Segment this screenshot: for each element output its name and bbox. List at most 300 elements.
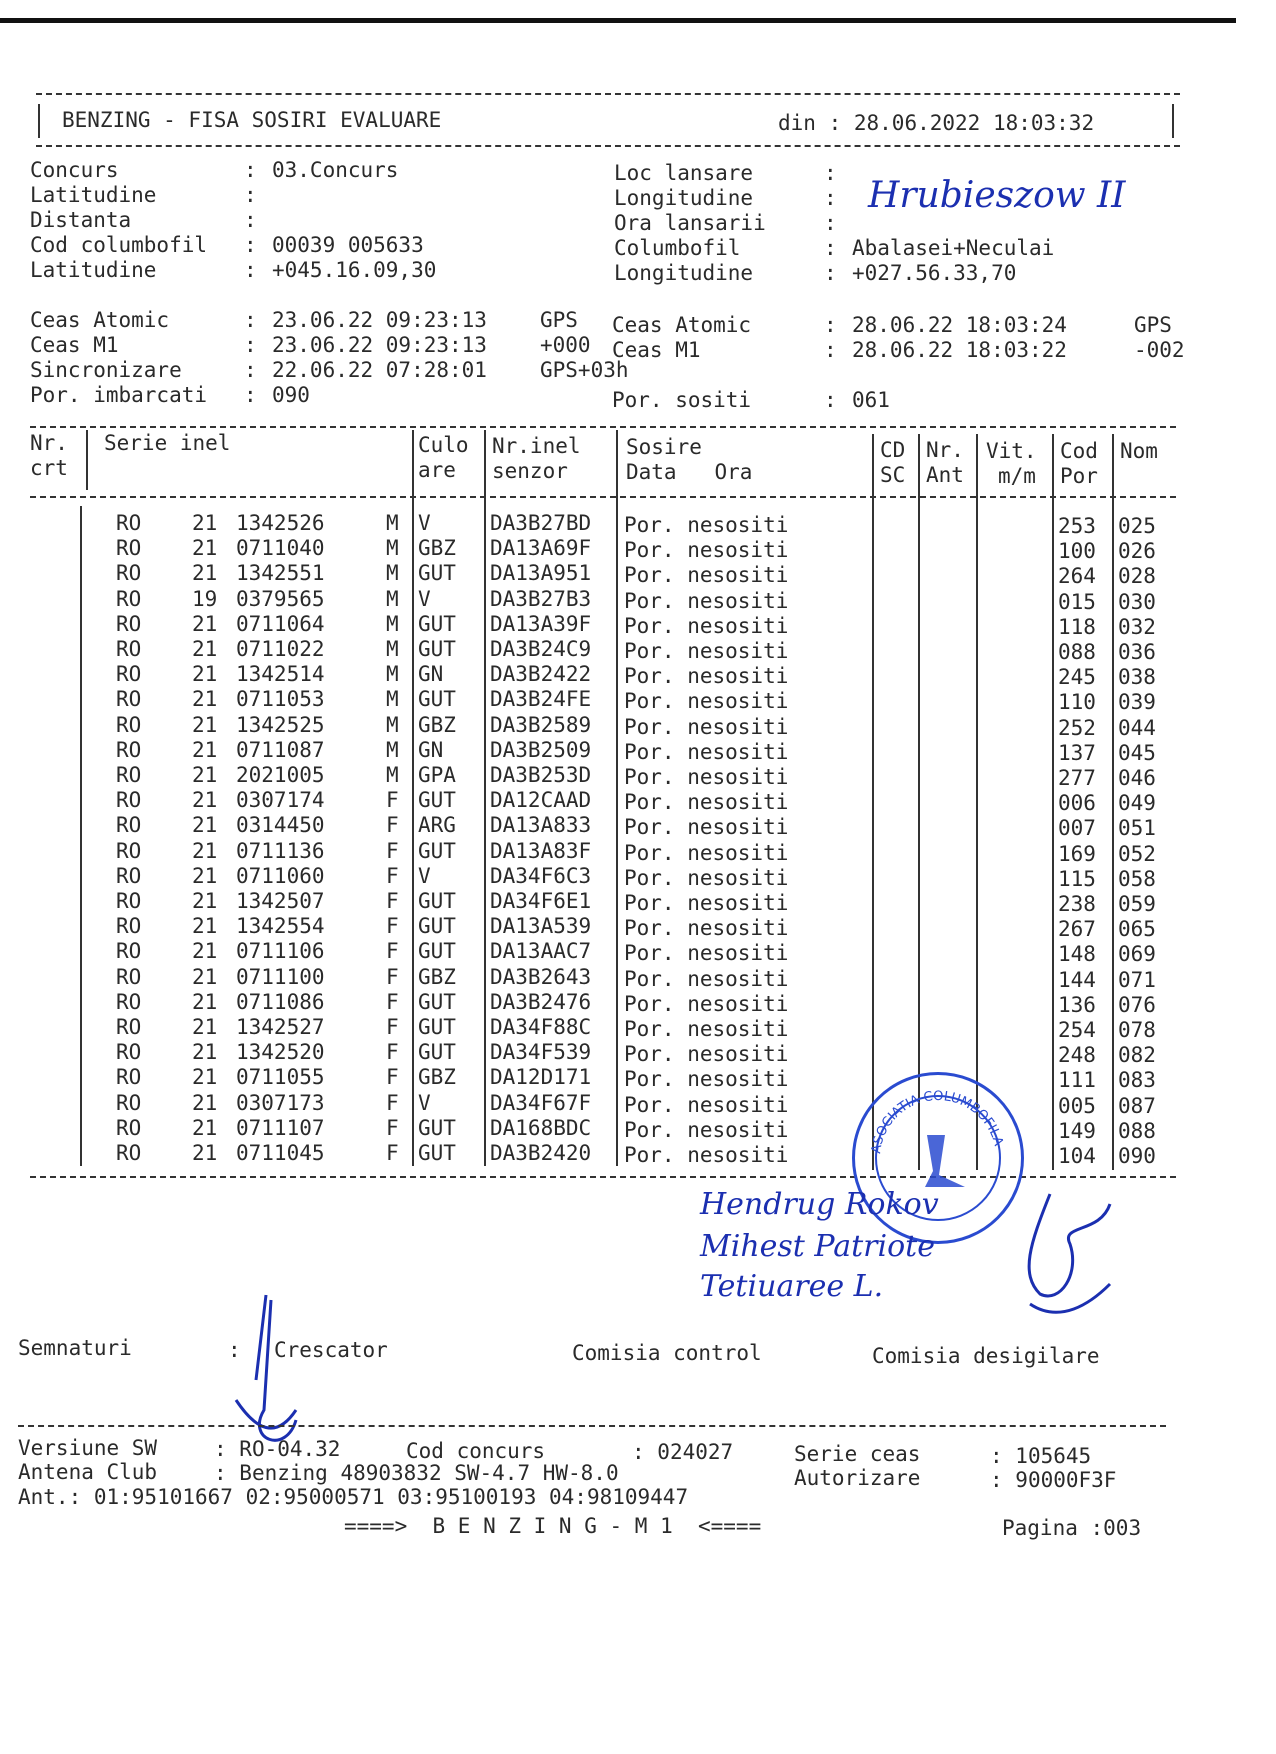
pigeon-code: 015 (1058, 590, 1096, 614)
header-top-border (36, 93, 1180, 95)
ring-sex: M (386, 763, 399, 787)
pigeon-code: 238 (1058, 892, 1096, 916)
arrival-status: Por. nesositi (624, 967, 789, 991)
ring-country: RO (116, 511, 142, 535)
pigeon-nom: 036 (1118, 640, 1156, 664)
stamp-text: ASOCIATIA COLUMBOFILA (869, 1088, 1006, 1155)
ring-number: 1342554 (236, 914, 325, 938)
sensor-ring: DA13A539 (490, 914, 592, 938)
arrival-status: Por. nesositi (624, 563, 789, 587)
ring-country: RO (116, 1015, 142, 1039)
header-left-border (38, 104, 40, 138)
arrival-status: Por. nesositi (624, 639, 789, 663)
print-date-label: din (778, 111, 816, 135)
footer-versiune: : RO-04.32 (214, 1437, 341, 1461)
ring-number: 0711045 (236, 1141, 325, 1165)
ring-number: 0711064 (236, 612, 325, 636)
sensor-ring: DA13A83F (490, 839, 592, 863)
info-value: +027.56.33,70 (852, 261, 1017, 285)
arrival-status: Por. nesositi (624, 1042, 789, 1066)
sensor-ring: DA34F6E1 (490, 889, 592, 913)
clock-extra: -002 (1134, 338, 1185, 362)
sensor-ring: DA12D171 (490, 1065, 592, 1089)
pigeon-color: ARG (418, 813, 456, 837)
clock-extra: GPS+03h (540, 358, 629, 382)
pigeon-code: 104 (1058, 1144, 1096, 1168)
pigeon-color: GUT (418, 612, 456, 636)
pigeon-color: GUT (418, 788, 456, 812)
ring-number: 1342507 (236, 889, 325, 913)
pigeon-color: GUT (418, 889, 456, 913)
vrule-sosire (616, 430, 618, 1166)
footer-versiune-label: Versiune SW (18, 1436, 158, 1460)
pigeon-code: 253 (1058, 514, 1096, 538)
handwritten-name-2: Mihest Patriote (700, 1229, 935, 1264)
ring-year: 21 (192, 889, 218, 913)
pigeon-code: 088 (1058, 640, 1096, 664)
footer-antena-label: Antena Club (18, 1460, 158, 1484)
ring-country: RO (116, 763, 142, 787)
sensor-ring: DA3B2643 (490, 965, 592, 989)
clock-extra: GPS (540, 308, 578, 332)
arrival-status: Por. nesositi (624, 815, 789, 839)
pigeon-color: V (418, 587, 431, 611)
pigeon-nom: 083 (1118, 1068, 1156, 1092)
ring-sex: M (386, 637, 399, 661)
clock-label: Ceas M1 (30, 333, 119, 357)
col-nr-crt-1: Nr. (30, 431, 68, 455)
ring-number: 0307174 (236, 788, 325, 812)
col-cod-por-1: Cod (1060, 439, 1098, 463)
pigeon-color: GBZ (418, 1065, 456, 1089)
pigeon-code: 005 (1058, 1094, 1096, 1118)
document-title: BENZING - FISA SOSIRI EVALUARE (62, 108, 442, 132)
vrule-senzor (484, 430, 486, 1166)
ring-country: RO (116, 587, 142, 611)
info-value: Abalasei+Neculai (852, 236, 1055, 260)
ring-year: 21 (192, 662, 218, 686)
pigeon-code: 245 (1058, 665, 1096, 689)
ring-number: 0711022 (236, 637, 325, 661)
ring-country: RO (116, 788, 142, 812)
pigeon-code: 252 (1058, 716, 1096, 740)
pigeon-color: GUT (418, 687, 456, 711)
pigeon-color: GUT (418, 839, 456, 863)
ring-country: RO (116, 1065, 142, 1089)
ring-year: 21 (192, 864, 218, 888)
col-cod-por-2: Por (1060, 464, 1098, 488)
footer-cod-concurs-value: 024027 (657, 1440, 734, 1464)
ring-country: RO (116, 1040, 142, 1064)
ring-number: 0314450 (236, 813, 325, 837)
clock-value: 23.06.22 09:23:13 (272, 308, 487, 332)
ring-sex: M (386, 662, 399, 686)
pigeon-nom: 082 (1118, 1043, 1156, 1067)
pigeon-color: GN (418, 662, 444, 686)
ring-year: 21 (192, 1015, 218, 1039)
clock-colon: : (244, 308, 257, 332)
ring-sex: F (386, 1116, 399, 1140)
vrule-cd (872, 434, 874, 1170)
ring-country: RO (116, 864, 142, 888)
sensor-ring: DA13AAC7 (490, 939, 592, 963)
col-cd-sc-2: SC (880, 463, 906, 487)
ring-sex: F (386, 1015, 399, 1039)
ring-country: RO (116, 939, 142, 963)
arrival-status: Por. nesositi (624, 589, 789, 613)
pigeon-nom: 065 (1118, 917, 1156, 941)
info-colon: : (244, 233, 257, 257)
pigeon-code: 136 (1058, 993, 1096, 1017)
sensor-ring: DA3B2589 (490, 713, 592, 737)
vrule-nom (1112, 434, 1114, 1170)
pigeon-code: 115 (1058, 867, 1096, 891)
pigeon-code: 118 (1058, 615, 1096, 639)
ring-number: 1342520 (236, 1040, 325, 1064)
sensor-ring: DA13A951 (490, 561, 592, 585)
arrival-status: Por. nesositi (624, 1118, 789, 1142)
ring-sex: M (386, 612, 399, 636)
ring-sex: F (386, 813, 399, 837)
pigeon-color: GUT (418, 1116, 456, 1140)
clock-colon: : (824, 338, 837, 362)
ring-year: 21 (192, 511, 218, 535)
ring-year: 21 (192, 788, 218, 812)
ring-country: RO (116, 687, 142, 711)
info-value: 00039 005633 (272, 233, 424, 257)
ring-year: 21 (192, 914, 218, 938)
info-label: Ora lansarii (614, 211, 766, 235)
info-label: Longitudine (614, 186, 754, 210)
sensor-ring: DA34F88C (490, 1015, 592, 1039)
pigeon-color: GUT (418, 914, 456, 938)
sensor-ring: DA3B253D (490, 763, 592, 787)
vrule-vit (976, 434, 978, 1170)
pigeon-nom: 052 (1118, 842, 1156, 866)
sensor-ring: DA3B27BD (490, 511, 592, 535)
sensor-ring: DA3B2422 (490, 662, 592, 686)
clock-label: Ceas Atomic (30, 308, 170, 332)
ring-year: 21 (192, 612, 218, 636)
sensor-ring: DA3B2476 (490, 990, 592, 1014)
arrival-status: Por. nesositi (624, 841, 789, 865)
ring-year: 21 (192, 1040, 218, 1064)
ring-number: 0711086 (236, 990, 325, 1014)
ring-year: 21 (192, 1065, 218, 1089)
pigeon-color: V (418, 511, 431, 535)
info-label: Distanta (30, 208, 132, 232)
pigeon-color: GUT (418, 1040, 456, 1064)
clock-value: 061 (852, 388, 890, 412)
info-label: Cod columbofil (30, 233, 208, 257)
clock-extra: GPS (1134, 313, 1172, 337)
info-colon: : (824, 211, 837, 235)
ring-country: RO (116, 738, 142, 762)
pigeon-code: 148 (1058, 942, 1096, 966)
clock-colon: : (244, 383, 257, 407)
ring-sex: F (386, 1065, 399, 1089)
clock-colon: : (824, 388, 837, 412)
arrival-status: Por. nesositi (624, 1067, 789, 1091)
ring-number: 2021005 (236, 763, 325, 787)
pigeon-color: GUT (418, 1015, 456, 1039)
arrival-status: Por. nesositi (624, 1093, 789, 1117)
signatures-label: Semnaturi (18, 1336, 132, 1360)
ring-sex: F (386, 889, 399, 913)
info-colon: : (824, 161, 837, 185)
header-bottom-border (36, 145, 1180, 147)
clock-label: Sincronizare (30, 358, 182, 382)
footer-autorizare-value: 90000F3F (1015, 1468, 1117, 1492)
handwritten-name-1: Hendrug Rokov (700, 1187, 939, 1222)
footer-antennas: Ant.: 01:95101667 02:95000571 03:95100193 04:98109447 (18, 1485, 689, 1509)
pigeon-nom: 059 (1118, 892, 1156, 916)
pigeon-nom: 032 (1118, 615, 1156, 639)
breeder-signature (226, 1290, 306, 1460)
clock-label: Ceas M1 (612, 338, 701, 362)
col-nr-crt-2: crt (30, 456, 68, 480)
signature-comisia-control: Comisia control (572, 1341, 762, 1365)
ring-year: 21 (192, 1141, 218, 1165)
ring-year: 21 (192, 813, 218, 837)
clock-value: 090 (272, 383, 310, 407)
col-senzor-1: Nr.inel (492, 434, 581, 458)
pigeon-color: GN (418, 738, 444, 762)
pigeon-color: GUT (418, 939, 456, 963)
pigeon-code: 254 (1058, 1018, 1096, 1042)
ring-year: 21 (192, 536, 218, 560)
header-right-border (1172, 104, 1174, 138)
ring-number: 1342525 (236, 713, 325, 737)
info-label: Latitudine (30, 258, 157, 282)
pigeon-nom: 088 (1118, 1119, 1156, 1143)
ring-number: 1342514 (236, 662, 325, 686)
footer-cod-concurs: : 024027 (632, 1440, 734, 1464)
clock-label: Por. sositi (612, 388, 752, 412)
info-colon: : (824, 186, 837, 210)
arrival-status: Por. nesositi (624, 513, 789, 537)
ring-number: 0711060 (236, 864, 325, 888)
arrival-status: Por. nesositi (624, 891, 789, 915)
ring-sex: M (386, 687, 399, 711)
sensor-ring: DA13A69F (490, 536, 592, 560)
pigeon-nom: 071 (1118, 968, 1156, 992)
pigeon-color: GUT (418, 637, 456, 661)
pigeon-nom: 069 (1118, 942, 1156, 966)
signature-crescator: Crescator (274, 1338, 388, 1362)
pigeon-code: 007 (1058, 816, 1096, 840)
pigeon-nom: 090 (1118, 1144, 1156, 1168)
pigeon-code: 277 (1058, 766, 1096, 790)
ring-year: 21 (192, 738, 218, 762)
ring-country: RO (116, 990, 142, 1014)
pigeon-code: 137 (1058, 741, 1096, 765)
pigeon-nom: 045 (1118, 741, 1156, 765)
ring-sex: F (386, 965, 399, 989)
footer-versiune-value: RO-04.32 (239, 1437, 341, 1461)
ring-year: 21 (192, 637, 218, 661)
col-cd-sc-1: CD (880, 438, 906, 462)
arrival-status: Por. nesositi (624, 538, 789, 562)
col-vit-2: m/m (998, 464, 1036, 488)
arrival-status: Por. nesositi (624, 765, 789, 789)
ring-sex: F (386, 990, 399, 1014)
arrival-status: Por. nesositi (624, 614, 789, 638)
col-nom: Nom (1120, 439, 1158, 463)
pigeon-code: 144 (1058, 968, 1096, 992)
footer-cod-concurs-label: Cod concurs (406, 1439, 546, 1463)
ring-year: 21 (192, 763, 218, 787)
ring-sex: M (386, 536, 399, 560)
footer-serie-ceas-value: 105645 (1015, 1444, 1092, 1468)
info-label: Longitudine (614, 261, 754, 285)
ring-number: 0711100 (236, 965, 325, 989)
ring-number: 1342551 (236, 561, 325, 585)
vrule-header-1 (86, 430, 88, 490)
footer-autorizare-label: Autorizare (794, 1466, 921, 1490)
footer-serie-ceas-label: Serie ceas (794, 1442, 921, 1466)
sensor-ring: DA34F67F (490, 1091, 592, 1115)
footer-autorizare: : 90000F3F (990, 1468, 1117, 1492)
info-label: Columbofil (614, 236, 741, 260)
ring-year: 21 (192, 561, 218, 585)
signature-comisia-desigilare: Comisia desigilare (872, 1344, 1100, 1368)
ring-year: 21 (192, 1091, 218, 1115)
pigeon-code: 100 (1058, 539, 1096, 563)
pigeon-color: GBZ (418, 713, 456, 737)
pigeon-nom: 049 (1118, 791, 1156, 815)
info-colon: : (244, 258, 257, 282)
col-vit-1: Vit. (986, 439, 1037, 463)
print-date: din : 28.06.2022 18:03:32 (778, 111, 1095, 135)
ring-country: RO (116, 637, 142, 661)
committee-signature (1000, 1184, 1120, 1334)
ring-country: RO (116, 813, 142, 837)
arrival-status: Por. nesositi (624, 715, 789, 739)
ring-year: 21 (192, 990, 218, 1014)
footer-antena: : Benzing 48903832 SW-4.7 HW-8.0 (214, 1461, 619, 1485)
clock-value: 28.06.22 18:03:24 (852, 313, 1067, 337)
sensor-ring: DA3B2420 (490, 1141, 592, 1165)
footer-pagina-value: 003 (1103, 1516, 1142, 1540)
ring-sex: F (386, 788, 399, 812)
pigeon-nom: 046 (1118, 766, 1156, 790)
ring-sex: M (386, 738, 399, 762)
col-nr-ant-2: Ant (926, 463, 964, 487)
ring-number: 0379565 (236, 587, 325, 611)
clock-colon: : (824, 313, 837, 337)
ring-country: RO (116, 612, 142, 636)
ring-sex: M (386, 511, 399, 535)
col-sosire-1: Sosire (626, 435, 702, 459)
ring-year: 21 (192, 1116, 218, 1140)
ring-number: 0711136 (236, 839, 325, 863)
sensor-ring: DA34F6C3 (490, 864, 592, 888)
table-top-border (30, 426, 1176, 428)
info-label: Concurs (30, 158, 119, 182)
col-culoare-1: Culo (418, 433, 469, 457)
ring-number: 0711053 (236, 687, 325, 711)
info-label: Loc lansare (614, 161, 754, 185)
ring-country: RO (116, 713, 142, 737)
clock-value: 28.06.22 18:03:22 (852, 338, 1067, 362)
ring-year: 21 (192, 965, 218, 989)
ring-sex: F (386, 864, 399, 888)
ring-number: 1342526 (236, 511, 325, 535)
col-sosire-2: Data Ora (626, 460, 753, 484)
col-nr-ant-1: Nr. (926, 438, 964, 462)
print-date-value: 28.06.2022 18:03:32 (853, 111, 1095, 135)
pigeon-nom: 051 (1118, 816, 1156, 840)
sensor-ring: DA168BDC (490, 1116, 592, 1140)
clock-label: Por. imbarcati (30, 383, 208, 407)
footer-top-border (18, 1425, 1166, 1427)
arrival-status: Por. nesositi (624, 916, 789, 940)
ring-year: 21 (192, 939, 218, 963)
vrule-cod (1052, 434, 1054, 1170)
ring-number: 0711055 (236, 1065, 325, 1089)
ring-year: 21 (192, 687, 218, 711)
info-value: +045.16.09,30 (272, 258, 437, 282)
ring-year: 21 (192, 839, 218, 863)
info-colon: : (824, 261, 837, 285)
sensor-ring: DA13A833 (490, 813, 592, 837)
handwritten-name-3: Tetiuaree L. (700, 1269, 884, 1304)
col-culoare-2: are (418, 458, 456, 482)
pigeon-color: V (418, 864, 431, 888)
arrival-status: Por. nesositi (624, 664, 789, 688)
clock-label: Ceas Atomic (612, 313, 752, 337)
info-colon: : (244, 183, 257, 207)
info-colon: : (244, 208, 257, 232)
info-label: Latitudine (30, 183, 157, 207)
ring-number: 0711107 (236, 1116, 325, 1140)
ring-year: 21 (192, 713, 218, 737)
arrival-status: Por. nesositi (624, 866, 789, 890)
pigeon-color: GPA (418, 763, 456, 787)
ring-country: RO (116, 1141, 142, 1165)
ring-sex: F (386, 939, 399, 963)
pigeon-nom: 039 (1118, 690, 1156, 714)
handwritten-release-place: Hrubieszow II (868, 175, 1126, 216)
col-serie-inel: Serie inel (104, 431, 231, 455)
col-senzor-2: senzor (492, 459, 568, 483)
ring-number: 0711106 (236, 939, 325, 963)
pigeon-color: GBZ (418, 536, 456, 560)
pigeon-color: GUT (418, 1141, 456, 1165)
info-value: 03.Concurs (272, 158, 399, 182)
pigeon-code: 006 (1058, 791, 1096, 815)
vrule-body-1 (80, 506, 82, 1166)
ring-sex: F (386, 1040, 399, 1064)
pigeon-code: 169 (1058, 842, 1096, 866)
sensor-ring: DA12CAAD (490, 788, 592, 812)
pigeon-code: 264 (1058, 564, 1096, 588)
ring-country: RO (116, 536, 142, 560)
footer-serie-ceas: : 105645 (990, 1444, 1092, 1468)
footer-brand: ====> B E N Z I N G - M 1 <==== (344, 1514, 762, 1538)
arrival-status: Por. nesositi (624, 1143, 789, 1167)
pigeon-code: 111 (1058, 1068, 1096, 1092)
ring-sex: F (386, 839, 399, 863)
vrule-culoare (412, 430, 414, 1166)
top-edge-rule (0, 18, 1236, 23)
pigeon-color: GBZ (418, 965, 456, 989)
ring-sex: M (386, 713, 399, 737)
pigeon-nom: 026 (1118, 539, 1156, 563)
pigeon-nom: 044 (1118, 716, 1156, 740)
ring-sex: M (386, 561, 399, 585)
